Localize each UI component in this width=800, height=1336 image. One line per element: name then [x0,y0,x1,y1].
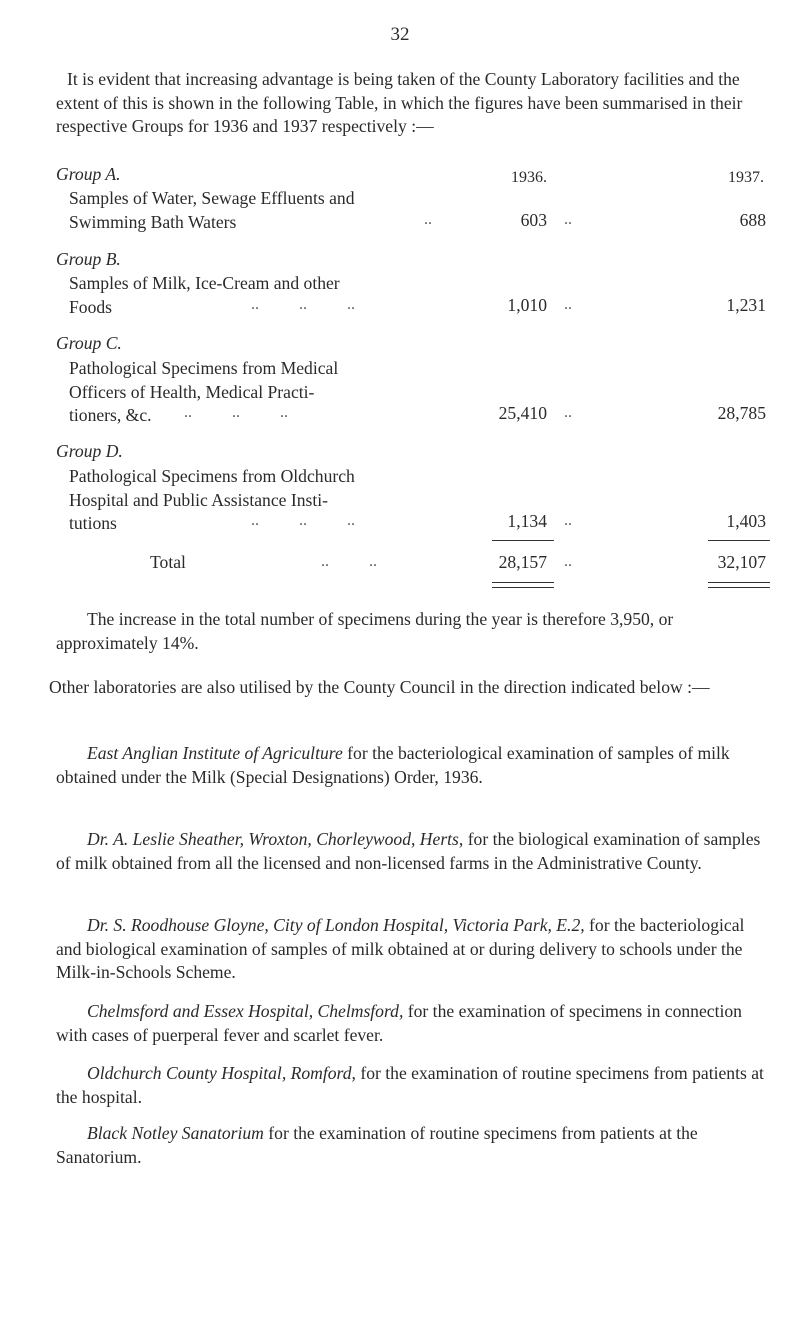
lab-entry [56,914,770,985]
total-label: Total [150,552,186,572]
lab-text: for the biological examination of samples of milk obtained from all the licensed and non-licensed farms in the Administrative County. [56,829,761,873]
lab-name: Dr. S. Roodhouse Gloyne, City of London Hospital, Victoria Park, E.2, [87,915,585,935]
lab-entry [56,742,770,789]
mid-dots: .. [564,512,572,529]
total-1936: 28,157 [498,552,547,572]
total-double-rule [492,582,554,588]
description-line: tioners, &c. [69,405,152,425]
lab-text: for the examination of specimens in connection with cases of puerperal fever and scarlet fever. [56,1001,742,1045]
group-description [69,272,409,319]
mid-dots: .. [564,553,572,570]
lab-name: Oldchurch County Hospital, Romford, [87,1063,356,1083]
group-heading: Group D. [56,441,123,461]
increase-paragraph: The increase in the total number of specimens during the year is therefore 3,950, or approximately 14%. [56,609,674,653]
value-1936: 25,410 [498,403,547,423]
other-labs-paragraph: Other laboratories are also utilised by the County Council in the direction indicated below :— [49,677,710,697]
description-line: Samples of Milk, Ice-Cream and other [69,273,340,293]
lab-name: Black Notley Sanatorium [87,1123,264,1143]
mid-dots: .. [564,404,572,421]
value-1937: 688 [739,210,766,230]
value-1936: 603 [520,210,547,230]
lab-entry [56,828,770,875]
lab-text: for the examination of routine specimens from patients at the hospital. [56,1063,764,1107]
lab-entry [56,1122,770,1169]
lab-text: for the examination of routine specimens from patients at the Sanatorium. [56,1123,698,1167]
description-line: Foods [69,296,113,317]
description-line: Officers of Health, Medical Practi- [69,381,315,402]
description-line: Pathological Specimens from Medical [69,358,339,378]
description-line: Pathological Specimens from Oldchurch [69,466,355,486]
leader-dots: .. .. .. [251,296,355,313]
subtotal-rule [492,540,554,541]
total-double-rule [708,582,770,588]
value-1936: 1,010 [507,295,547,315]
group-heading: Group B. [56,249,121,269]
leader-dots: .. .. .. [184,404,288,421]
group-heading: Group A. [56,164,121,184]
description-line: Samples of Water, Sewage Effluents and [69,188,355,208]
lab-name: Dr. A. Leslie Sheather, Wroxton, Chorleywood, Herts, [87,829,464,849]
leader-dots: .. [424,211,432,228]
value-1937: 1,403 [726,511,766,531]
lab-entry [56,1062,770,1109]
group-description [69,465,409,536]
value-1937: 1,231 [726,295,766,315]
lab-name: East Anglian Institute of Agriculture [87,743,343,763]
leader-dots: .. .. .. [251,512,355,529]
year-header-1937: 1937. [728,169,764,186]
lab-name: Chelmsford and Essex Hospital, Chelmsford, [87,1001,404,1021]
subtotal-rule [708,540,770,541]
lab-text: for the bacteriological examination of samples of milk obtained under the Milk (Special Designations) Order, 1936. [56,743,730,787]
group-description [69,187,409,234]
lab-text: for the bacteriological and biological examination of samples of milk obtained at or during delivery to schools under the Milk-in-Schools Scheme. [56,915,745,982]
leader-dots: .. .. [321,553,377,570]
description-line: Hospital and Public Assistance Insti- [69,489,328,510]
intro-paragraph: It is evident that increasing advantage is being taken of the County Laboratory facilities and the extent of this is shown in the following Table, in which the figures have been summarised in their respective Groups for 1936 and 1937 respectively :— [56,69,743,136]
group-heading: Group C. [56,333,122,353]
mid-dots: .. [564,211,572,228]
description-line: tutions [69,513,117,533]
page-number: 32 [390,24,410,45]
value-1937: 28,785 [717,403,766,423]
description-line: Swimming Bath Waters [69,211,237,232]
total-1937: 32,107 [717,552,766,572]
value-1936: 1,134 [507,511,547,531]
lab-entry [56,1000,770,1047]
mid-dots: .. [564,296,572,313]
year-header-1936: 1936. [511,169,547,186]
